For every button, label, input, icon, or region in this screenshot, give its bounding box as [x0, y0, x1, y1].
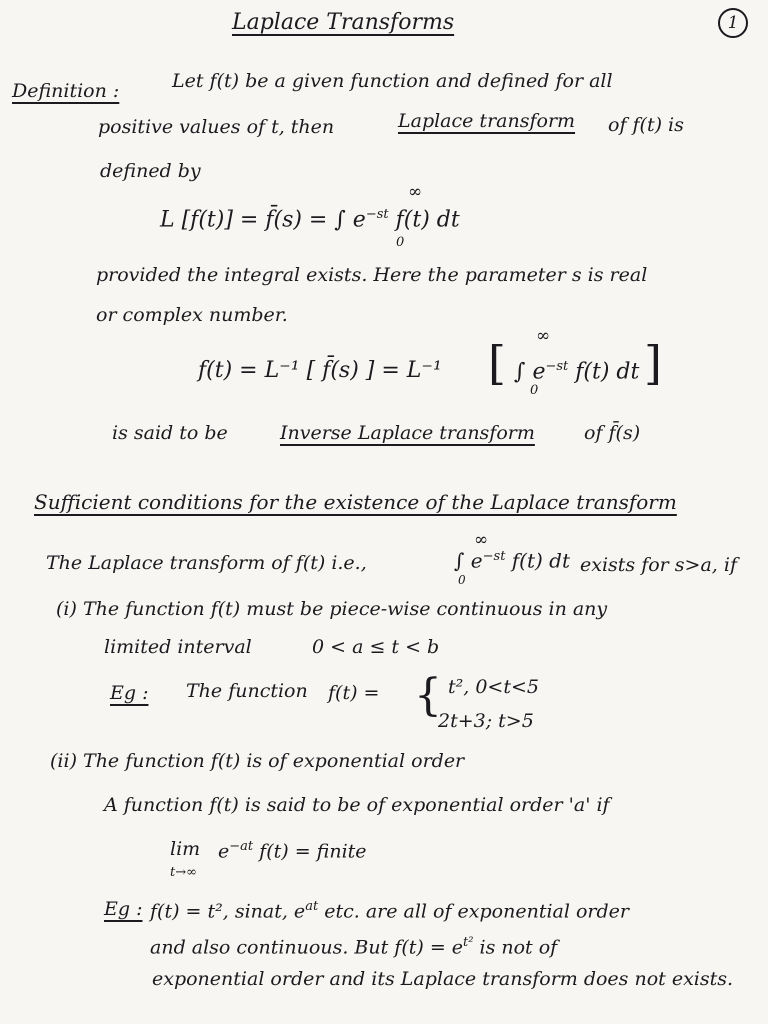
- example-1-case-1: t², 0<t<5: [448, 676, 539, 698]
- example-2-line-1-exp: at: [305, 899, 319, 914]
- definition-line-2-post: of f(t) is: [608, 114, 684, 136]
- limit-e: e: [218, 840, 230, 863]
- eq2-upper-limit: ∞: [536, 326, 551, 346]
- eq2-rest: f(t) dt: [575, 359, 640, 385]
- eq1-exponent: −st: [365, 207, 389, 222]
- definition-line-6-post: of f̄(s): [584, 422, 641, 444]
- inverse-laplace-link: Inverse Laplace transform: [280, 422, 535, 444]
- example-2-line-1-b: etc. are all of exponential order: [324, 900, 629, 923]
- example-2-line-1: [150, 900, 629, 921]
- definition-line-1: Let f(t) be a given function and defined for all: [172, 70, 613, 92]
- eq2-right-bracket: ]: [644, 336, 662, 390]
- eq1-upper-limit: ∞: [408, 182, 423, 202]
- example-1-text: The function: [186, 680, 308, 702]
- condition-1-line-1: (i) The function f(t) must be piece-wise continuous in any: [56, 598, 608, 620]
- intro-upper-limit: ∞: [474, 530, 489, 550]
- sufficient-conditions-heading: Sufficient conditions for the existence of the Laplace transform: [34, 490, 677, 514]
- condition-2-line-1: (ii) The function f(t) is of exponential order: [50, 750, 465, 772]
- condition-1-line-2: limited interval: [104, 636, 252, 658]
- definition-line-5: or complex number.: [96, 304, 288, 326]
- limit-word: lim: [170, 838, 201, 860]
- example-2-line-3: exponential order and its Laplace transform does not exists.: [152, 968, 734, 990]
- intro-exponent: −st: [482, 549, 506, 564]
- sufficient-intro-pre: The Laplace transform of f(t) i.e.,: [46, 552, 367, 574]
- intro-rest: f(t) dt: [511, 548, 571, 573]
- definition-line-4: provided the integral exists. Here the parameter s is real: [96, 264, 648, 286]
- limit-rest: f(t) = finite: [259, 840, 367, 863]
- example-2-line-2-a: and also continuous. But f(t) = e: [150, 936, 464, 959]
- eq1-rhs: f(t) dt: [395, 207, 460, 233]
- example-1-case-2: 2t+3; t>5: [438, 710, 534, 732]
- page-number: 1: [718, 8, 748, 38]
- definition-line-3: defined by: [100, 160, 201, 182]
- definition-line-2-pre: positive values of t, then: [98, 116, 335, 138]
- limit-expression: [218, 840, 367, 861]
- definition-line-6-pre: is said to be: [112, 422, 228, 444]
- condition-1-interval: 0 < a ≤ t < b: [312, 636, 440, 658]
- condition-2-line-2: A function f(t) is said to be of exponential order 'a' if: [104, 794, 610, 816]
- example-1-label: Eg :: [110, 682, 149, 704]
- definition-heading: Definition :: [12, 80, 120, 102]
- example-1-function: f(t) =: [328, 682, 380, 704]
- example-2-line-2-exp: t²: [463, 935, 474, 950]
- example-2-line-1-a: f(t) = t², sinat, e: [150, 900, 306, 923]
- limit-subscript: t→∞: [170, 865, 197, 880]
- page-title: Laplace Transforms: [232, 10, 455, 35]
- example-2-line-2: [150, 936, 557, 957]
- intro-integral: ∫ e: [454, 548, 483, 573]
- definition-laplace-link: Laplace transform: [398, 110, 576, 132]
- eq2-left-bracket: [: [488, 336, 506, 390]
- example-2-line-2-b: is not of: [479, 936, 558, 959]
- sufficient-intro-integral: [454, 550, 570, 571]
- eq2-inner: [514, 360, 639, 383]
- eq2-lhs: f(t) = L⁻¹ [ f̄(s) ] = L⁻¹: [198, 358, 442, 383]
- intro-lower-limit: 0: [458, 573, 466, 587]
- sufficient-intro-post: exists for s>a, if: [580, 554, 737, 576]
- example-1-brace: {: [414, 670, 442, 721]
- eq2-integral: ∫ e: [514, 359, 546, 385]
- eq2-lower-limit: 0: [530, 383, 539, 398]
- equation-laplace-definition: [160, 208, 460, 231]
- limit-exponent: −at: [229, 839, 254, 854]
- eq1-lower-limit: 0: [396, 235, 405, 250]
- eq2-exponent: −st: [545, 359, 569, 374]
- example-2-label: Eg :: [104, 898, 143, 920]
- eq1-lhs: L [f(t)] = f̄(s) = ∫ e: [160, 207, 366, 233]
